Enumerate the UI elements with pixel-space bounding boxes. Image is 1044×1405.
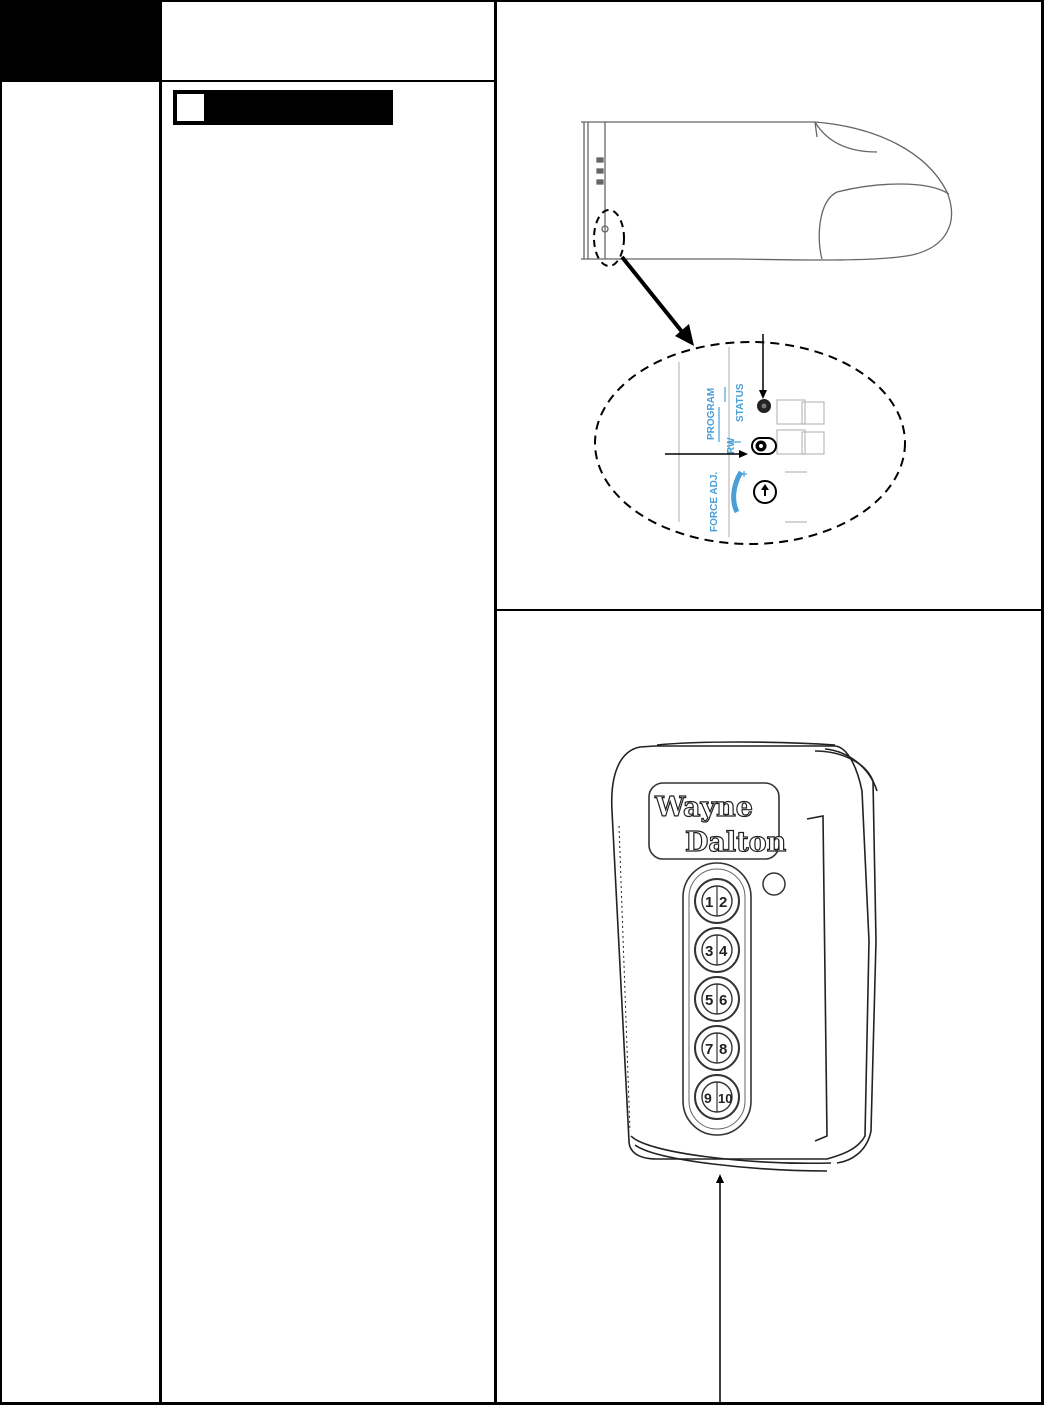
key-6-label: 6: [719, 992, 728, 1009]
key-1-label: 1: [705, 894, 714, 911]
keypad-illustration: [497, 611, 1041, 1401]
key-4-label: 4: [719, 943, 728, 960]
opener-unit: [581, 122, 952, 260]
indicator-light-icon: [763, 873, 785, 895]
key-2-label: 2: [719, 894, 728, 911]
rw-label: RW: [726, 437, 737, 454]
key-7-label: 7: [705, 1041, 714, 1058]
key-10-label: 10: [718, 1091, 733, 1106]
badge-checkbox: [177, 94, 204, 121]
status-pointer-arrow: [759, 334, 767, 399]
detail-arrow: [622, 257, 694, 346]
opener-illustration: [497, 2, 1041, 608]
key-3-label: 3: [705, 943, 714, 960]
detail-callout: [595, 342, 905, 544]
step-label-cell: [0, 0, 161, 82]
status-label: STATUS: [735, 383, 746, 422]
program-label: PROGRAM: [706, 387, 717, 440]
key-9-label: 9: [704, 1090, 712, 1106]
column-divider-1: [159, 0, 162, 1405]
detail-highlight: [594, 210, 624, 266]
force-adj-label: FORCE ADJ.: [709, 471, 720, 532]
key-8-label: 8: [719, 1041, 728, 1058]
brand-line-1: Wayne: [655, 792, 753, 823]
key-7-8-button[interactable]: [695, 1026, 739, 1070]
control-panel: [679, 347, 824, 537]
frame-left: [0, 0, 2, 1405]
key-1-2-button[interactable]: [695, 879, 739, 923]
key-5-6-button[interactable]: [695, 977, 739, 1021]
header-row-divider: [159, 80, 497, 82]
step-badge: [173, 90, 393, 125]
brand-line-2: Dalton: [685, 827, 787, 858]
key-3-4-button[interactable]: [695, 928, 739, 972]
keypad-pointer-arrow: [716, 1174, 724, 1405]
key-9-10-button[interactable]: [695, 1075, 739, 1119]
key-5-label: 5: [705, 992, 714, 1009]
